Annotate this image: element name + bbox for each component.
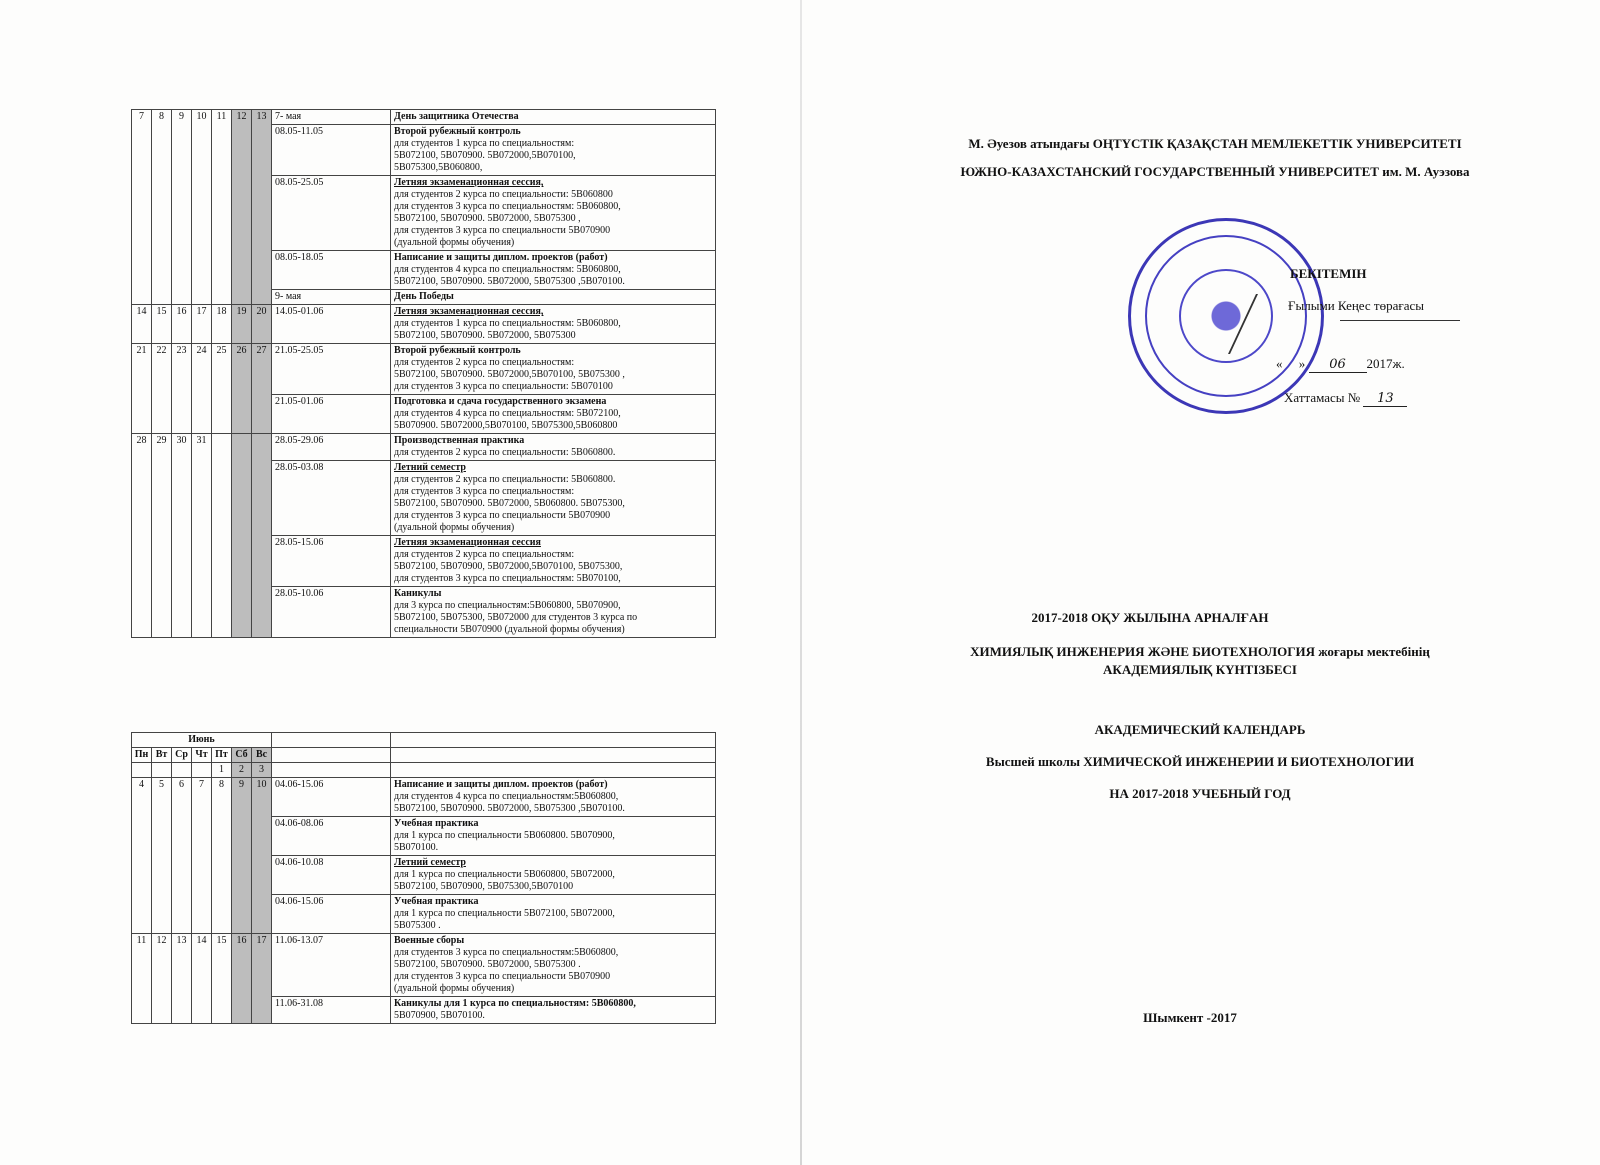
calendar-table-may <box>131 109 716 638</box>
event-date: 28.05-29.06 <box>272 434 391 461</box>
event-title: Летняя экзаменационная сессия, <box>394 306 544 317</box>
event-description <box>391 997 716 1024</box>
event-detail-line: 5В072100, 5В070900. 5В072000, 5В075300 ,5В070100. <box>394 276 625 287</box>
event-detail-line: для студентов 2 курса по специальностям: <box>394 357 575 368</box>
day-cell: 12 <box>232 110 252 305</box>
event-date: 7- мая <box>272 110 391 125</box>
blank-cell <box>391 763 716 778</box>
day-cell <box>232 434 252 638</box>
event-detail-line: для студентов 4 курса по специальностям: 5В060800, <box>394 264 621 275</box>
event-description <box>391 125 716 176</box>
event-detail-line: для студентов 3 курса по специальностям: 5В060800, <box>394 201 621 212</box>
weekday-header: Пн <box>132 748 152 763</box>
day-cell: 14 <box>192 934 212 1024</box>
title-ru-school: Высшей школы ХИМИЧЕСКОЙ ИНЖЕНЕРИИ И БИОТЕХНОЛОГИИ <box>985 754 1415 769</box>
day-cell <box>172 763 192 778</box>
event-date: 04.06-08.06 <box>272 817 391 856</box>
event-date: 11.06-13.07 <box>272 934 391 997</box>
event-date: 9- мая <box>272 290 391 305</box>
day-cell: 13 <box>172 934 192 1024</box>
event-title: Учебная практика <box>394 896 479 907</box>
event-detail-line: 5В070900, 5В070100. <box>394 1010 485 1021</box>
event-detail-line: 5В072100, 5В070900. 5В072000,5В070100, 5В075300 , <box>394 369 625 380</box>
day-cell: 27 <box>252 344 272 434</box>
calendar-row <box>132 434 716 461</box>
weekday-header: Пт <box>212 748 232 763</box>
day-cell: 2 <box>232 763 252 778</box>
event-date: 08.05-18.05 <box>272 251 391 290</box>
blank-cell <box>272 763 391 778</box>
event-description <box>391 536 716 587</box>
event-detail-line: 5В070100. <box>394 842 439 853</box>
calendar-row <box>132 344 716 395</box>
month-header-row <box>132 733 716 748</box>
weekday-header: Ср <box>172 748 192 763</box>
event-detail-line: (дуальной формы обучения) <box>394 983 515 994</box>
event-title: День Победы <box>394 291 454 302</box>
calendar-row <box>132 778 716 817</box>
event-date: 04.06-15.06 <box>272 778 391 817</box>
event-description <box>391 895 716 934</box>
day-cell <box>212 434 232 638</box>
day-cell: 12 <box>152 934 172 1024</box>
event-description <box>391 305 716 344</box>
event-detail-line: 5В072100, 5В070900. 5В072000, 5В075300 <box>394 330 576 341</box>
blank-cell <box>391 733 716 748</box>
approve-label: БЕКІТЕМІН <box>1290 266 1367 281</box>
day-cell: 7 <box>132 110 152 305</box>
signature-line <box>1340 318 1460 321</box>
day-cell: 16 <box>232 934 252 1024</box>
calendar-row <box>132 934 716 997</box>
day-cell: 13 <box>252 110 272 305</box>
calendar-table-june <box>131 732 716 1024</box>
day-cell: 11 <box>132 934 152 1024</box>
protocol-line: Хаттамасы № 13 <box>1284 390 1407 407</box>
event-detail-line: для 1 курса по специальности 5В072100, 5В072000, <box>394 908 615 919</box>
event-date: 04.06-15.06 <box>272 895 391 934</box>
event-description <box>391 461 716 536</box>
event-detail-line: для студентов 4 курса по специальностям:5В060800, <box>394 791 619 802</box>
day-cell: 24 <box>192 344 212 434</box>
university-name-ru: ЮЖНО-КАЗАХСТАНСКИЙ ГОСУДАРСТВЕННЫЙ УНИВЕРСИТЕТ им. М. Ауэзова <box>960 164 1470 179</box>
protocol-number-handwritten: 13 <box>1363 391 1407 407</box>
event-date: 11.06-31.08 <box>272 997 391 1024</box>
event-title: Написание и защиты диплом. проектов (работ) <box>394 252 608 263</box>
event-date: 08.05-11.05 <box>272 125 391 176</box>
month-name: Июнь <box>132 733 272 748</box>
title-ru-year: НА 2017-2018 УЧЕБНЫЙ ГОД <box>1109 786 1291 801</box>
day-cell: 7 <box>192 778 212 934</box>
event-detail-line: для 1 курса по специальности 5В060800. 5В070900, <box>394 830 615 841</box>
event-title: Написание и защиты диплом. проектов (работ) <box>394 779 608 790</box>
event-description <box>391 817 716 856</box>
event-date: 08.05-25.05 <box>272 176 391 251</box>
event-date: 28.05-15.06 <box>272 536 391 587</box>
weekday-row <box>132 748 716 763</box>
event-title: Летний семестр <box>394 857 466 868</box>
day-cell: 30 <box>172 434 192 638</box>
blank-cell <box>272 748 391 763</box>
day-cell <box>252 434 272 638</box>
title-kz-year: 2017-2018 ОҚУ ЖЫЛЫНА АРНАЛҒАН <box>1031 610 1269 625</box>
blank-cell <box>391 748 716 763</box>
event-description <box>391 395 716 434</box>
event-description <box>391 110 716 125</box>
day-cell: 23 <box>172 344 192 434</box>
event-detail-line: для студентов 3 курса по специальности 5В070900 <box>394 225 611 236</box>
day-cell: 16 <box>172 305 192 344</box>
event-description <box>391 251 716 290</box>
event-description <box>391 934 716 997</box>
day-cell: 14 <box>132 305 152 344</box>
event-description <box>391 344 716 395</box>
event-date: 21.05-25.05 <box>272 344 391 395</box>
day-cell: 31 <box>192 434 212 638</box>
event-detail-line: для студентов 3 курса по специальности 5В070900 <box>394 971 611 982</box>
event-detail-line: для студентов 3 курса по специальности: 5В070100 <box>394 381 613 392</box>
event-detail-line: 5В075300,5В060800, <box>394 162 483 173</box>
day-cell: 11 <box>212 110 232 305</box>
weekday-header: Сб <box>232 748 252 763</box>
title-kz-school: ХИМИЯЛЫҚ ИНЖЕНЕРИЯ ЖӘНЕ БИОТЕХНОЛОГИЯ жоғары мектебінің <box>970 644 1430 659</box>
day-cell: 17 <box>192 305 212 344</box>
approval-date: « » 06 2017ж. <box>1276 356 1405 372</box>
event-detail-line: 5В072100, 5В070900. 5В072000, 5В060800. 5В075300, <box>394 498 625 509</box>
council-chair-label: Ғылыми Кеңес төрағасы <box>1288 298 1424 313</box>
day-cell: 28 <box>132 434 152 638</box>
calendar-row <box>132 763 716 778</box>
day-cell: 25 <box>212 344 232 434</box>
city-year: Шымкент -2017 <box>1143 1010 1237 1025</box>
event-description <box>391 856 716 895</box>
event-detail-line: для студентов 3 курса по специальности 5В070900 <box>394 510 611 521</box>
event-title: Летний семестр <box>394 462 466 473</box>
event-detail-line: для 1 курса по специальности 5В060800, 5В072000, <box>394 869 615 880</box>
event-detail-line: для студентов 3 курса по специальностям:5В060800, <box>394 947 619 958</box>
event-title: День защитника Отечества <box>394 111 519 122</box>
day-cell: 18 <box>212 305 232 344</box>
event-title: Каникулы для 1 курса по специальностям: 5В060800, <box>394 998 636 1009</box>
day-cell: 15 <box>152 305 172 344</box>
event-title: Летняя экзаменационная сессия <box>394 537 541 548</box>
event-detail-line: для 3 курса по специальностям:5В060800, 5В070900, <box>394 600 621 611</box>
event-title: Подготовка и сдача государственного экзамена <box>394 396 607 407</box>
event-detail-line: для студентов 1 курса по специальностям: <box>394 138 575 149</box>
day-cell: 8 <box>152 110 172 305</box>
event-detail-line: 5В072100, 5В070900. 5В072000, 5В075300 . <box>394 959 581 970</box>
day-cell <box>132 763 152 778</box>
event-description <box>391 290 716 305</box>
event-detail-line: для студентов 3 курса по специальностям: <box>394 486 575 497</box>
event-detail-line: 5В072100, 5В070900, 5В072000,5В070100, 5В075300, <box>394 561 623 572</box>
event-detail-line: 5В072100, 5В070900. 5В072000, 5В075300 , <box>394 213 581 224</box>
day-cell: 10 <box>252 778 272 934</box>
weekday-header: Вт <box>152 748 172 763</box>
event-date: 21.05-01.06 <box>272 395 391 434</box>
event-detail-line: для студентов 2 курса по специальности: 5В060800. <box>394 447 616 458</box>
event-date: 28.05-03.08 <box>272 461 391 536</box>
date-month-handwritten: 06 <box>1309 357 1367 373</box>
event-date: 14.05-01.06 <box>272 305 391 344</box>
event-detail-line: 5В072100, 5В070900, 5В075300,5В070100 <box>394 881 574 892</box>
day-cell: 15 <box>212 934 232 1024</box>
event-description <box>391 587 716 638</box>
day-cell: 8 <box>212 778 232 934</box>
event-title: Военные сборы <box>394 935 465 946</box>
event-title: Второй рубежный контроль <box>394 345 521 356</box>
day-cell <box>192 763 212 778</box>
event-detail-line: для студентов 4 курса по специальностям: 5В072100, <box>394 408 621 419</box>
university-name-kz: М. Әуезов атындағы ОҢТҮСТІК ҚАЗАҚСТАН МЕМЛЕКЕТТІК УНИВЕРСИТЕТІ <box>968 136 1462 151</box>
day-cell: 4 <box>132 778 152 934</box>
event-detail-line: 5В072100, 5В070900. 5В072000, 5В075300 ,5В070100. <box>394 803 625 814</box>
day-cell: 3 <box>252 763 272 778</box>
event-title: Летняя экзаменационная сессия, <box>394 177 544 188</box>
day-cell: 20 <box>252 305 272 344</box>
event-detail-line: 5В075300 . <box>394 920 441 931</box>
blank-cell <box>272 733 391 748</box>
event-date: 28.05-10.06 <box>272 587 391 638</box>
event-detail-line: для студентов 2 курса по специальностям: <box>394 549 575 560</box>
day-cell: 10 <box>192 110 212 305</box>
calendar-row <box>132 305 716 344</box>
day-cell: 22 <box>152 344 172 434</box>
day-cell: 9 <box>172 110 192 305</box>
event-detail-line: 5В070900. 5В072000,5В070100, 5В075300,5В060800 <box>394 420 618 431</box>
event-detail-line: 5В072100, 5В075300, 5В072000 для студентов 3 курса по <box>394 612 638 623</box>
event-detail-line: для студентов 2 курса по специальности: 5В060800 <box>394 189 613 200</box>
day-cell: 6 <box>172 778 192 934</box>
day-cell: 1 <box>212 763 232 778</box>
event-detail-line: 5В072100, 5В070900. 5В072000,5В070100, <box>394 150 576 161</box>
calendar-row <box>132 110 716 125</box>
day-cell: 19 <box>232 305 252 344</box>
day-cell: 17 <box>252 934 272 1024</box>
day-cell: 5 <box>152 778 172 934</box>
event-detail-line: специальности 5В070900 (дуальной формы обучения) <box>394 624 625 635</box>
day-cell: 21 <box>132 344 152 434</box>
day-cell <box>152 763 172 778</box>
event-title: Второй рубежный контроль <box>394 126 521 137</box>
event-description <box>391 176 716 251</box>
event-detail-line: для студентов 3 курса по специальностям: 5В070100, <box>394 573 621 584</box>
title-ru-calendar: АКАДЕМИЧЕСКИЙ КАЛЕНДАРЬ <box>1094 722 1306 737</box>
event-description <box>391 778 716 817</box>
event-date: 04.06-10.08 <box>272 856 391 895</box>
weekday-header: Вс <box>252 748 272 763</box>
event-title: Производственная практика <box>394 435 525 446</box>
event-detail-line: (дуальной формы обучения) <box>394 237 515 248</box>
event-detail-line: для студентов 2 курса по специальности: 5В060800. <box>394 474 616 485</box>
day-cell: 26 <box>232 344 252 434</box>
event-detail-line: для студентов 1 курса по специальностям: 5В060800, <box>394 318 621 329</box>
event-title: Каникулы <box>394 588 442 599</box>
weekday-header: Чт <box>192 748 212 763</box>
day-cell: 9 <box>232 778 252 934</box>
page-fold <box>800 0 802 1165</box>
title-kz-calendar: АКАДЕМИЯЛЫҚ КҮНТІЗБЕСІ <box>1103 662 1297 677</box>
event-title: Учебная практика <box>394 818 479 829</box>
event-detail-line: (дуальной формы обучения) <box>394 522 515 533</box>
event-description <box>391 434 716 461</box>
day-cell: 29 <box>152 434 172 638</box>
